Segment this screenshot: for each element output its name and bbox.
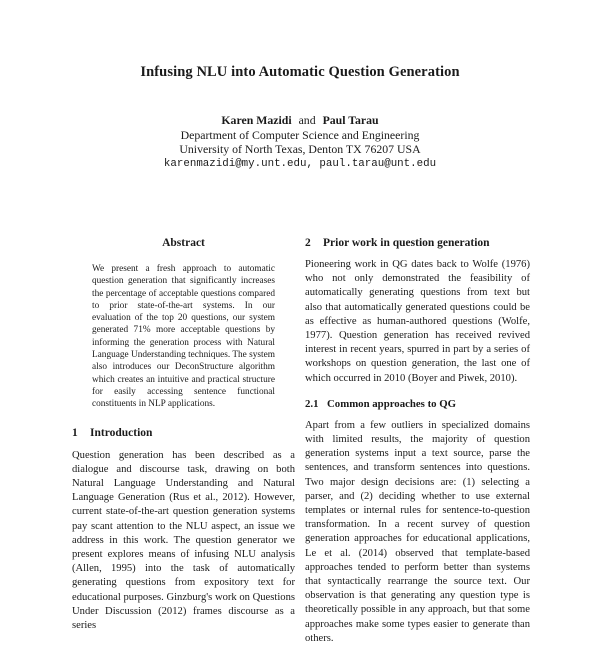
prior-work-text: Pioneering work in QG dates back to Wolfe (1976) who not only demonstrated the feasibility of automatically generating questions from text but also that automatically generated questions could be as effective as human-authored questions (Wolfe, 1977). Question generation has received revived interest in recent years, spurred in part by a series of workshops on question generation, the last one of which occurred in 2010 (Boyer and Piwek, 2010). (305, 259, 530, 384)
author-block (0, 113, 600, 171)
author-emails: karenmazidi@my.unt.edu, paul.tarau@unt.edu (163, 157, 437, 170)
common-approaches-text: Apart from a few outliers in specialized domains with limited results, the majority of question generation systems input a text source, parse the sentences, and transform sentences into questions. Two major design decisions are: (1) selecting a parser, and (2) deciding whether to use external templates or internal rules for sentence-to-question transformation. In a recent survey of question generation approaches for educational applications, Le et al. (2014) observed that template-based approaches tended to perform better than systems that syntactically rearrange the source text. Our observation is that generating any question type is theoretically possible in any approach, but that some approaches make some types easier to generate than others. (305, 419, 530, 644)
right-column (305, 237, 530, 646)
introduction-text: Question generation has been described as a dialogue and discourse task, drawing on both Natural Language Understanding and Natural Language Generation (Rus et al., 2012). However, current state-of-the-art question generation systems pay scant attention to the NLU aspect, an issue we address in this work. The question generator we present explores means of infusing NLU analysis (Allen, 1995) into the task of automatically generating questions from expository text for educational purposes. Ginzburg's work on Questions Under Discussion (2012) frames discourse as a series (72, 449, 295, 631)
paper-title: Infusing NLU into Automatic Question Generation (140, 64, 460, 80)
section-heading-introduction (72, 427, 295, 439)
section-title: Prior work in question generation (323, 237, 490, 249)
abstract-text: We present a fresh approach to automatic question generation that significantly increases the percentage of acceptable questions compared to prior state-of-the-art systems. In our evaluation of the top 20 questions, our system generated 71% more acceptable questions by informing the generation process with Natural Language Understanding techniques. The system also introduces our DeconStructure algorithm which creates an intuitive and practical structure for easily accessing sentence functional constituents in NLP applications. (92, 264, 275, 410)
author-second: Paul Tarau (322, 113, 379, 127)
author-conjunction: and (298, 113, 316, 127)
section-number: 1 (72, 426, 78, 439)
section-heading-prior-work (305, 237, 530, 249)
section-title: Introduction (90, 426, 153, 439)
affiliation-university: University of North Texas, Denton TX 76207 USA (179, 142, 421, 156)
section-number: 2 (305, 237, 311, 249)
author-names (0, 113, 600, 128)
abstract-heading: Abstract (162, 237, 205, 249)
affiliation-department: Department of Computer Science and Engineering (180, 127, 420, 142)
subsection-heading-common-approaches (305, 398, 530, 410)
subsection-title: Common approaches to QG (327, 397, 457, 410)
author-first: Karen Mazidi (221, 113, 292, 127)
subsection-number: 2.1 (305, 397, 319, 410)
left-column (72, 237, 295, 633)
